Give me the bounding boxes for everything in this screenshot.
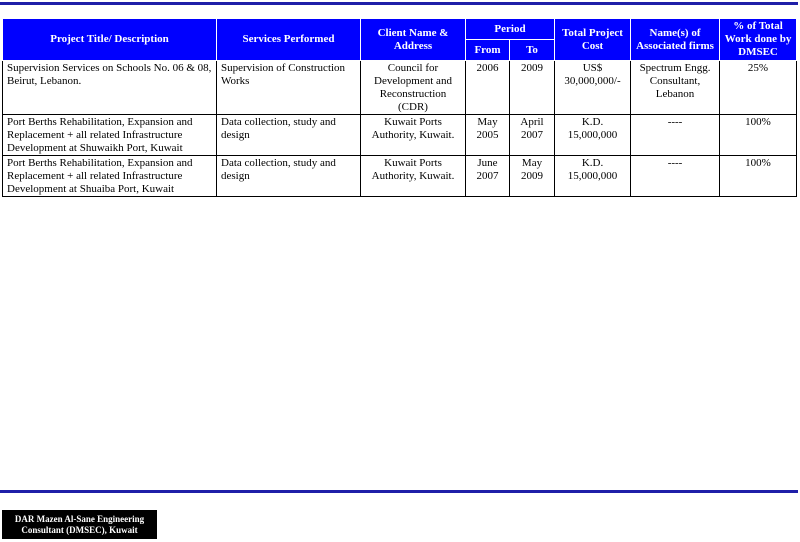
cell-client: Kuwait Ports Authority, Kuwait.	[361, 156, 466, 197]
cell-from: June 2007	[466, 156, 510, 197]
header-client: Client Name & Address	[361, 19, 466, 61]
cell-associates: Spectrum Engg. Consultant, Lebanon	[631, 61, 720, 115]
cell-associates: ----	[631, 115, 720, 156]
cell-services: Supervision of Construction Works	[217, 61, 361, 115]
header-services: Services Performed	[217, 19, 361, 61]
table-row	[3, 115, 797, 156]
cell-title: Supervision Services on Schools No. 06 & 08, Beirut, Lebanon.	[3, 61, 217, 115]
cell-cost: K.D. 15,000,000	[555, 156, 631, 197]
cell-services: Data collection, study and design	[217, 156, 361, 197]
footer-line-2: Consultant (DMSEC), Kuwait	[21, 524, 138, 535]
cell-client: Council for Development and Reconstruction (CDR)	[361, 61, 466, 115]
header-row	[3, 19, 797, 40]
header-cost: Total Project Cost	[555, 19, 631, 61]
top-divider	[0, 2, 798, 5]
cell-cost: K.D. 15,000,000	[555, 115, 631, 156]
cell-associates: ----	[631, 156, 720, 197]
cell-percent: 25%	[720, 61, 797, 115]
cell-cost: US$ 30,000,000/-	[555, 61, 631, 115]
cell-to: April 2007	[510, 115, 555, 156]
header-title: Project Title/ Description	[3, 19, 217, 61]
cell-percent: 100%	[720, 156, 797, 197]
header-percent: % of Total Work done by DMSEC	[720, 19, 797, 61]
cell-title: Port Berths Rehabilitation, Expansion and Replacement + all related Infrastructure Development at Shuaiba Port, Kuwait	[3, 156, 217, 197]
company-footer	[2, 510, 157, 539]
cell-percent: 100%	[720, 115, 797, 156]
cell-services: Data collection, study and design	[217, 115, 361, 156]
table-row	[3, 156, 797, 197]
footer-line-1: DAR Mazen Al-Sane Engineering	[14, 513, 145, 524]
cell-title: Port Berths Rehabilitation, Expansion and Replacement + all related Infrastructure Development at Shuwaikh Port, Kuwait	[3, 115, 217, 156]
header-from: From	[466, 40, 510, 61]
cell-from: May 2005	[466, 115, 510, 156]
cell-client: Kuwait Ports Authority, Kuwait.	[361, 115, 466, 156]
bottom-divider	[0, 490, 798, 493]
projects-table	[2, 18, 797, 197]
table-row	[3, 61, 797, 115]
cell-to: 2009	[510, 61, 555, 115]
header-associates: Name(s) of Associated firms	[631, 19, 720, 61]
header-period: Period	[466, 19, 555, 40]
header-to: To	[510, 40, 555, 61]
cell-to: May 2009	[510, 156, 555, 197]
cell-from: 2006	[466, 61, 510, 115]
